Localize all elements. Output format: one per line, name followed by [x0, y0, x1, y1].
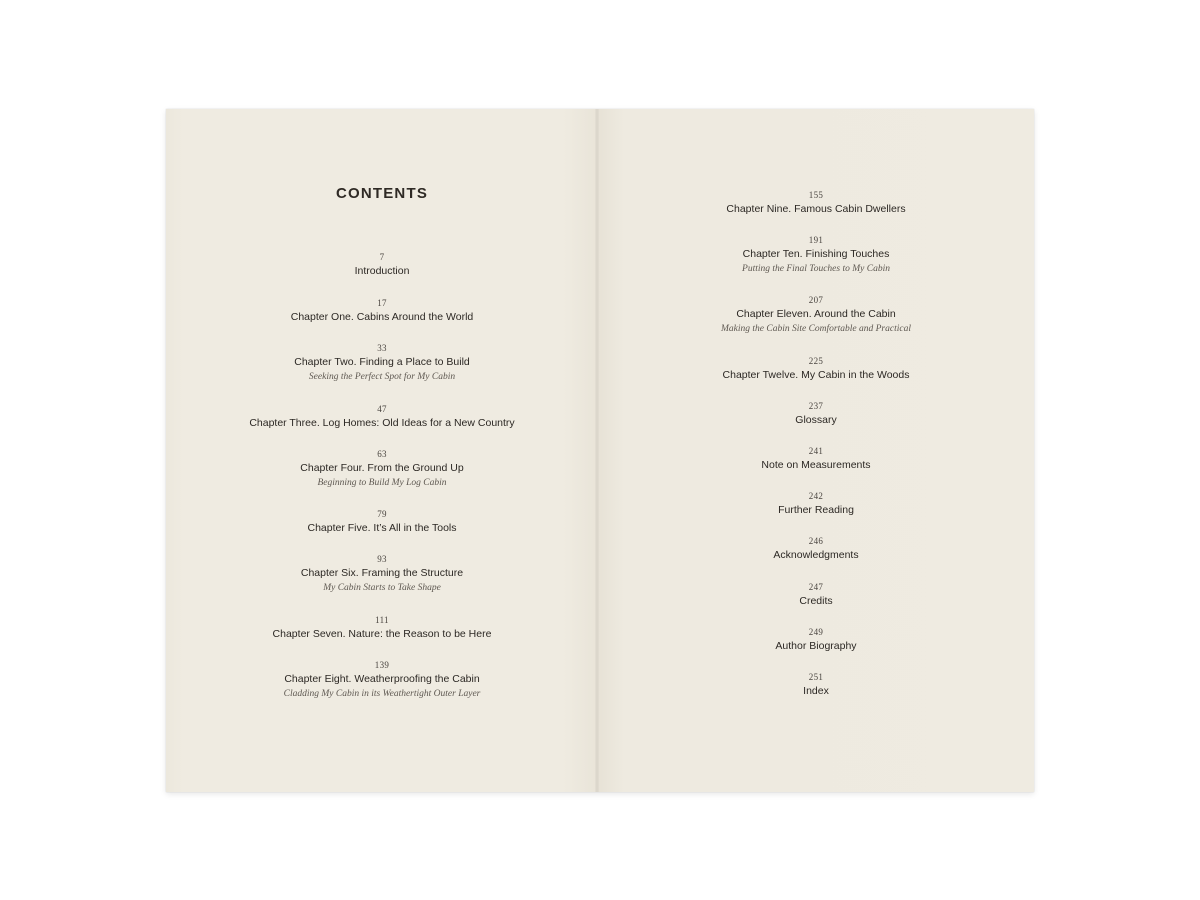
toc-page-number: 93 [377, 554, 387, 564]
toc-entry [598, 190, 1034, 217]
toc-entry [598, 356, 1034, 383]
toc-title: Note on Measurements [761, 459, 871, 471]
toc-page-number: 246 [808, 536, 824, 546]
toc-page-number: 111 [375, 615, 389, 625]
toc-page-number: 79 [377, 509, 387, 519]
toc-page-number: 241 [808, 446, 824, 456]
toc-title: Chapter Eleven. Around the Cabin [736, 308, 896, 320]
toc-entry [598, 401, 1034, 428]
open-book [166, 109, 1034, 792]
toc-title: Chapter Two. Finding a Place to Build [294, 356, 470, 368]
toc-entry [598, 672, 1034, 699]
toc-entry [166, 509, 598, 536]
toc-entry [166, 252, 598, 279]
toc-title: Chapter Five. It’s All in the Tools [307, 522, 457, 534]
toc-subtitle: Putting the Final Touches to My Cabin [742, 264, 890, 274]
toc-page-number: 191 [808, 235, 824, 245]
toc-title: Index [803, 685, 829, 697]
toc-page-number: 33 [377, 343, 387, 353]
toc-title: Chapter Three. Log Homes: Old Ideas for a New Country [249, 417, 515, 429]
toc-entry [598, 446, 1034, 473]
toc-entry [166, 343, 598, 384]
toc-subtitle: My Cabin Starts to Take Shape [323, 583, 441, 593]
toc-page-number: 17 [377, 298, 387, 308]
toc-title: Chapter Eight. Weatherproofing the Cabin [284, 673, 480, 685]
toc-entry [598, 491, 1034, 518]
toc-entry [166, 554, 598, 595]
toc-page-number: 207 [808, 295, 824, 305]
toc-title: Acknowledgments [773, 549, 859, 561]
toc-title: Chapter Six. Framing the Structure [300, 567, 464, 579]
toc-subtitle: Making the Cabin Site Comfortable and Practical [721, 324, 911, 334]
contents-heading: CONTENTS [335, 185, 429, 202]
toc-subtitle: Cladding My Cabin in its Weathertight Outer Layer [283, 689, 481, 699]
toc-page-number: 249 [808, 627, 824, 637]
toc-title: Introduction [354, 265, 410, 277]
toc-entry [598, 295, 1034, 336]
toc-entry [166, 404, 598, 431]
toc-title: Credits [799, 595, 833, 607]
toc-subtitle: Beginning to Build My Log Cabin [317, 478, 447, 488]
toc-subtitle: Seeking the Perfect Spot for My Cabin [308, 372, 456, 382]
toc-page-number: 237 [808, 401, 824, 411]
left-page [166, 109, 598, 792]
toc-page-number: 139 [374, 660, 390, 670]
toc-entry [166, 298, 598, 325]
toc-page-number: 251 [808, 672, 824, 682]
toc-entry [598, 582, 1034, 609]
toc-entry [598, 627, 1034, 654]
toc-title: Chapter Seven. Nature: the Reason to be Here [272, 628, 492, 640]
toc-page-number: 242 [808, 491, 824, 501]
toc-page-number: 247 [808, 582, 824, 592]
toc-entry [166, 615, 598, 642]
toc-entry [598, 235, 1034, 276]
toc-title: Author Biography [775, 640, 857, 652]
toc-title: Chapter Nine. Famous Cabin Dwellers [726, 203, 906, 215]
toc-entry [598, 536, 1034, 563]
toc-page-number: 47 [377, 404, 387, 414]
toc-entry [166, 660, 598, 701]
toc-entry [166, 449, 598, 490]
toc-page-number: 155 [808, 190, 824, 200]
toc-title: Glossary [795, 414, 837, 426]
toc-page-number: 7 [379, 252, 385, 262]
toc-title: Further Reading [778, 504, 854, 516]
toc-title: Chapter Ten. Finishing Touches [742, 248, 890, 260]
toc-title: Chapter One. Cabins Around the World [290, 311, 474, 323]
toc-page-number: 63 [377, 449, 387, 459]
right-page [598, 109, 1034, 792]
toc-title: Chapter Four. From the Ground Up [300, 462, 464, 474]
toc-title: Chapter Twelve. My Cabin in the Woods [722, 369, 910, 381]
toc-page-number: 225 [808, 356, 824, 366]
book-gutter [595, 109, 599, 792]
